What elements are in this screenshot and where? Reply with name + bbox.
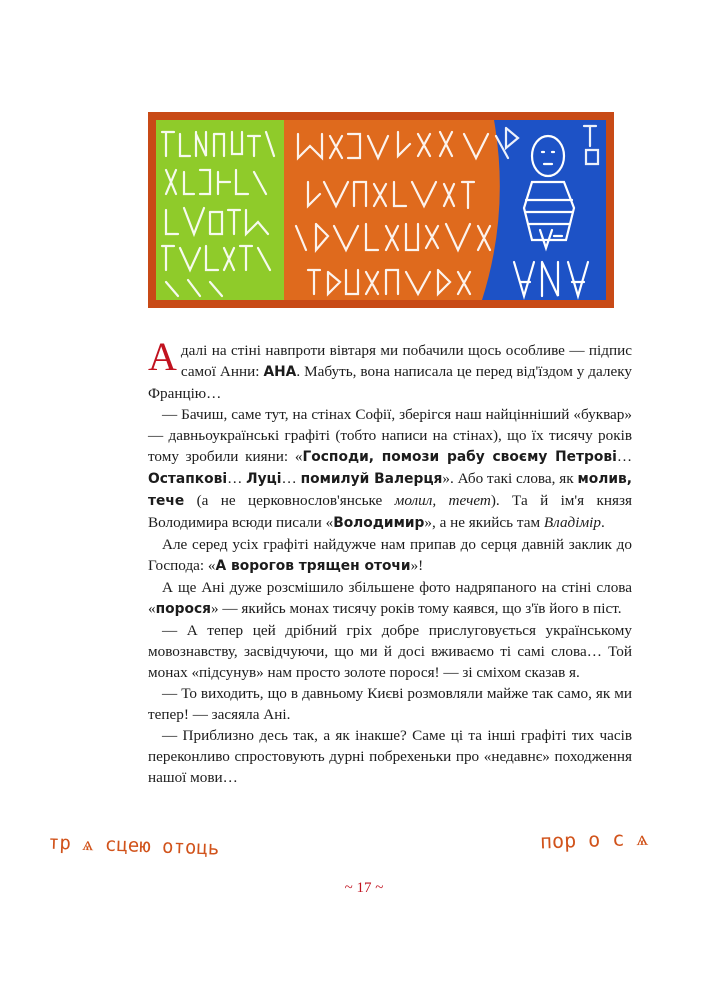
paragraph-6: — То виходить, що в давньому Києві розмовляли майже так само, як ми тепер! — засяяла Ані.	[148, 685, 632, 723]
svg-text:тр ѧ сцею отоць: тр ѧ сцею отоць	[47, 831, 220, 860]
paragraph-1: А далі на стіні навпроти вівтаря ми побачили щось особливе — підпис самої Анни: АНА. Мабуть, вона написала це перед від'їздом у далеку Францію…	[148, 334, 632, 402]
paragraph-5: — А тепер цей дрібний гріх добре прислуговується українському мовознавству, засвідчуючи, що ми й досі вживаємо ті самі слова… Той монах «підсунув» нам просто золоте порося! — зі сміхом сказав я.	[148, 622, 632, 681]
scratched-wall-graffiti	[148, 112, 614, 308]
svg-text:пор о с ѧ: пор о с ѧ	[539, 825, 649, 854]
ana-signature: АНА	[263, 364, 297, 380]
drop-cap: А	[148, 334, 177, 379]
paragraph-3: Але серед усіх графіті найдужче нам припав до серця давній заклик до Господа: «А ворогов трящен оточи»!	[148, 536, 632, 574]
page-number: ~ 17 ~	[344, 880, 384, 896]
paragraph-7: — Приблизно десь так, а як інакше? Саме ці та інші графіті тих часів переконливо спростовують дурні побрехеньки про «недавнє» походження нашої мови…	[148, 727, 632, 786]
story-text	[148, 334, 633, 788]
scribble-left	[44, 820, 250, 872]
graffiti-illustration	[148, 112, 614, 308]
paragraph-4: А ще Ані дуже розсмішило збільшене фото надряпаного на стіні слова «порося» — якийсь монах тисячу років тому каявся, що з'їв його в піст.	[148, 579, 632, 617]
scribble-right	[536, 816, 686, 864]
paragraph-2: — Бачиш, саме тут, на стінах Софії, зберігся наш найцінніший «буквар» — давньоукраїнські графіті (тобто написи на стінах), що їх тисячу років тому зробили кияни: «Господи, помози рабу своєму Петрові… Остапкові… Луці… помилуй Валерця». Або такі слова, як молив, тече (а не церковнослов'янське молил, течет). Та й ім'я князя Володимира всюди писали «Володимир», а не якийсь там Владімір.	[148, 406, 633, 531]
